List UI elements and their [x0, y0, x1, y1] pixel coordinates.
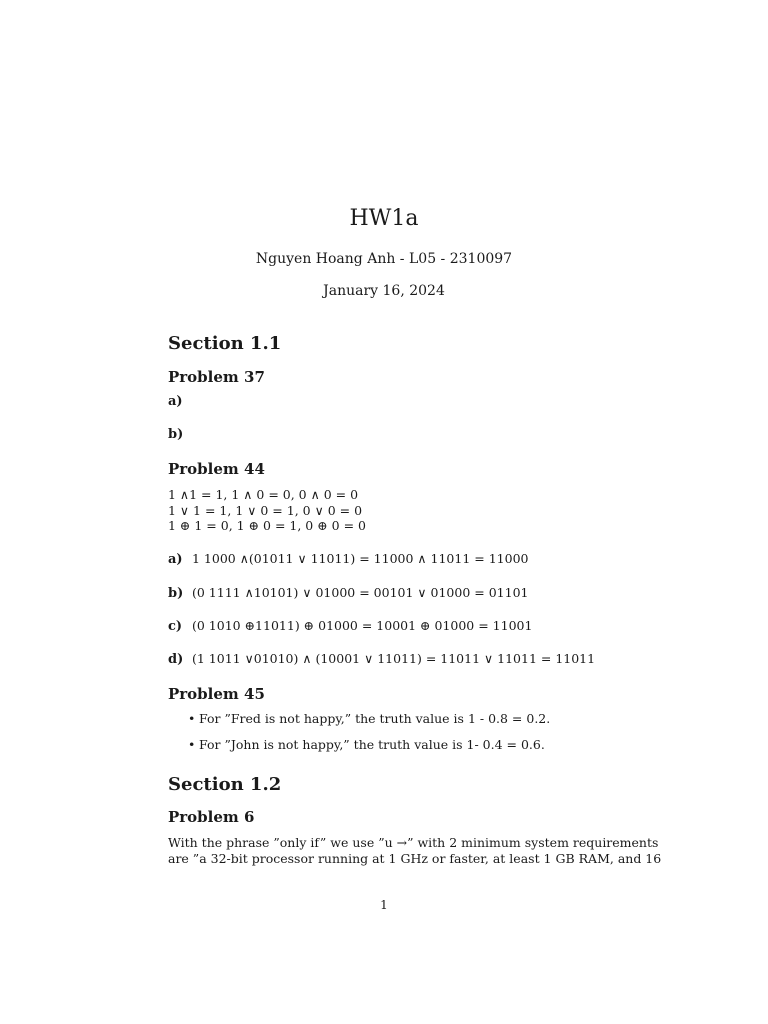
problem-44-part-a [168, 551, 528, 567]
document-title: HW1a [349, 206, 419, 231]
problem-45-heading: Problem 45 [168, 685, 265, 703]
part-expression: 1 1000 ∧(01011 ∨ 11011) = 11000 ∧ 11011 = 11000 [192, 551, 529, 566]
list-item-text: For ”Fred is not happy,” the truth value is 1 - 0.8 = 0.2. [199, 711, 551, 726]
list-item [188, 737, 545, 752]
problem-44-part-b [168, 585, 528, 601]
problem-44-part-c [168, 618, 532, 634]
problem-37-part-b [168, 426, 192, 442]
bullet-icon: • [188, 711, 196, 726]
problem-37-heading: Problem 37 [168, 368, 265, 386]
part-label: a) [168, 394, 183, 409]
section-1-2-heading: Section 1.2 [168, 774, 282, 795]
part-label: c) [168, 619, 183, 634]
document-date: January 16, 2024 [323, 283, 445, 299]
list-item [188, 711, 550, 726]
problem-44-part-d [168, 651, 595, 667]
page-number: 1 [380, 898, 388, 912]
truth-rule-xor: 1 ⊕ 1 = 0, 1 ⊕ 0 = 1, 0 ⊕ 0 = 0 [168, 518, 366, 533]
problem-6-heading: Problem 6 [168, 808, 255, 826]
paragraph-line: With the phrase ”only if” we use ”u →” with 2 minimum system requirements [168, 835, 659, 850]
problem-44-heading: Problem 44 [168, 460, 265, 478]
section-1-1-heading: Section 1.1 [168, 333, 282, 354]
list-item-text: For ”John is not happy,” the truth value is 1- 0.4 = 0.6. [199, 737, 545, 752]
part-expression: (0 1111 ∧10101) ∨ 01000 = 00101 ∨ 01000 = 01101 [192, 585, 529, 600]
part-label: d) [168, 652, 184, 667]
part-label: a) [168, 552, 183, 567]
part-label: b) [168, 586, 184, 601]
part-expression: (1 1011 ∨01010) ∧ (10001 ∨ 11011) = 11011 ∨ 11011 = 11011 [192, 651, 596, 666]
part-label: b) [168, 427, 184, 442]
author-line: Nguyen Hoang Anh - L05 - 2310097 [255, 251, 513, 267]
truth-rule-or: 1 ∨ 1 = 1, 1 ∨ 0 = 1, 0 ∨ 0 = 0 [168, 503, 363, 518]
problem-37-part-a [168, 393, 192, 409]
part-expression: (0 1010 ⊕11011) ⊕ 01000 = 10001 ⊕ 01000 = 11001 [192, 618, 533, 633]
bullet-icon: • [188, 737, 196, 752]
truth-rule-and: 1 ∧1 = 1, 1 ∧ 0 = 0, 0 ∧ 0 = 0 [168, 487, 359, 502]
paragraph-line: are ”a 32-bit processor running at 1 GHz or faster, at least 1 GB RAM, and 16 [168, 851, 662, 866]
